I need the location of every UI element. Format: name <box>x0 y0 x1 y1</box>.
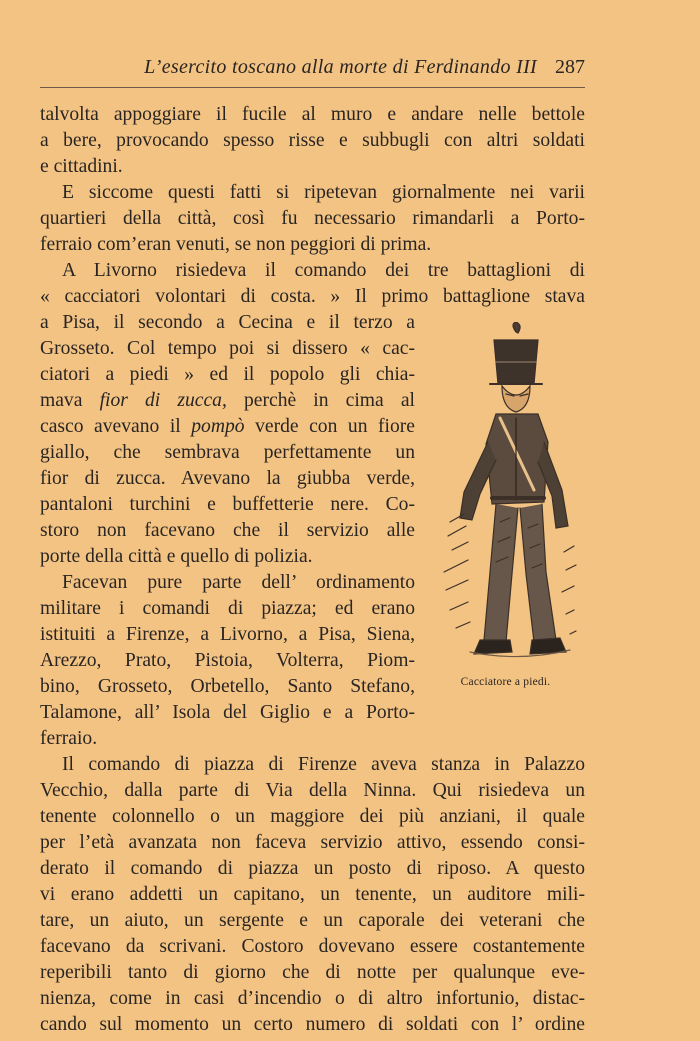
text-line: istituiti a Firenze, a Livorno, a Pisa, Siena, <box>40 624 415 645</box>
text-line: E siccome questi fatti si ripetevan giornalmente nei varii <box>62 182 585 203</box>
soldier-illustration <box>430 322 580 667</box>
text-line: Arezzo, Prato, Pistoia, Volterra, Piom- <box>40 650 415 671</box>
italic-term: pompò <box>191 416 245 437</box>
text-line: giallo, che sembrava perfettamente un <box>40 442 415 463</box>
figure-caption: Cacciatore a piedi. <box>460 676 551 688</box>
text-line <box>40 389 415 413</box>
text-line: Grosseto. Col tempo poi si dissero « cac- <box>40 338 415 359</box>
text-line: nienza, come in casi d’incendio o di altro infortunio, distac- <box>40 988 585 1009</box>
text-fragment: perchè in cima al <box>226 390 415 411</box>
text-line: ferraio com’eran venuti, se non peggiori di prima. <box>40 234 432 255</box>
text-line: porte della città e quello di polizia. <box>40 546 313 567</box>
text-line: ciatori a piedi » ed il popolo gli chia- <box>40 364 415 385</box>
text-line: storo non facevano che il servizio alle <box>40 520 415 541</box>
text-fragment: mava <box>40 390 100 411</box>
text-line: A Livorno risiedeva il comando dei tre battaglioni di <box>62 260 585 281</box>
text-line: tenente colonnello o un maggiore dei più anziani, il quale <box>40 806 585 827</box>
page-header <box>40 56 585 84</box>
text-line: talvolta appoggiare il fucile al muro e andare nelle bettole <box>40 104 585 125</box>
text-line: ferraio. <box>40 728 98 749</box>
text-line <box>40 415 415 439</box>
text-line: cando sul momento un certo numero di soldati con l’ ordine <box>40 1014 585 1035</box>
text-line: Facevan pure parte dell’ ordinamento <box>62 572 415 593</box>
text-line: a Pisa, il secondo a Cecina e il terzo a <box>40 312 415 333</box>
text-line: quartieri della città, così fu necessario rimandarli a Porto- <box>40 208 585 229</box>
text-line: Talamone, all’ Isola del Giglio e a Porto- <box>40 702 415 723</box>
text-line: Vecchio, dalla parte di Via della Ninna. Qui risiedeva un <box>40 780 585 801</box>
text-line: vi erano addetti un capitano, un tenente, un auditore mili- <box>40 884 585 905</box>
text-line: a bere, provocando spesso risse e subbugli con altri soldati <box>40 130 585 151</box>
text-line: reperibili tanto di giorno che di notte per qualunque eve- <box>40 962 585 983</box>
text-line: fior di zucca. Avevano la giubba verde, <box>40 468 415 489</box>
text-fragment: casco avevano il <box>40 416 192 437</box>
text-line: bino, Grosseto, Orbetello, Santo Stefano, <box>40 676 415 697</box>
text-line: tare, un aiuto, un sergente e un caporale dei veterani che <box>40 910 585 931</box>
text-line: derato il comando di piazza un posto di riposo. A questo <box>40 858 585 879</box>
text-line: pantaloni turchini e buffetterie nere. Co- <box>40 494 415 515</box>
text-line: per l’età avanzata non faceva servizio attivo, essendo consi- <box>40 832 585 853</box>
header-rule <box>40 87 585 88</box>
text-line: facevano da scrivani. Costoro dovevano essere costantemente <box>40 936 585 957</box>
text-fragment: verde con un fiore <box>244 416 415 437</box>
text-line: e cittadini. <box>40 156 123 177</box>
running-title: L’esercito toscano alla morte di Ferdinando III <box>144 56 537 78</box>
text-line: « cacciatori volontari di costa. » Il primo battaglione stava <box>40 286 585 307</box>
text-line: militare i comandi di piazza; ed erano <box>40 598 415 619</box>
text-line: Il comando di piazza di Firenze aveva stanza in Palazzo <box>62 754 585 775</box>
page-number: 287 <box>555 56 585 78</box>
italic-term: fior di zucca, <box>99 390 227 411</box>
